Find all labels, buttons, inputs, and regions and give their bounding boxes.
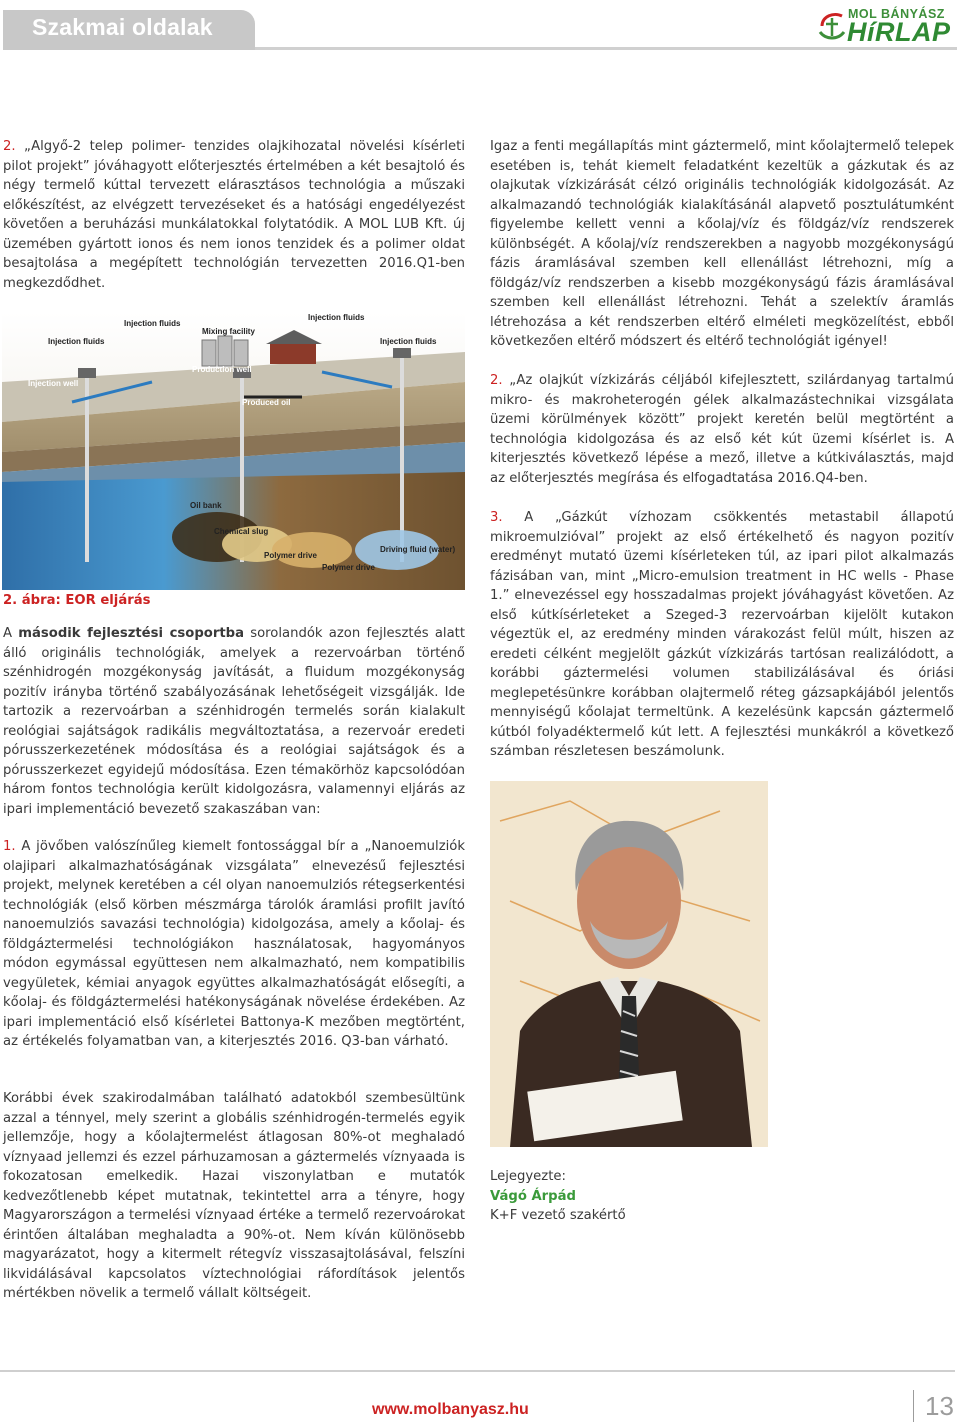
emphasis-text: második fejlesztési csoportba (18, 626, 244, 641)
signature-label: Lejegyezte: (490, 1169, 566, 1184)
author-name: Vágó Árpád (490, 1188, 576, 1204)
right-item3 (490, 508, 954, 762)
logo-top-text: MOL BÁNYÁSZ (848, 7, 945, 21)
right-para1: Igaz a fenti megállapítás mint gáztermelő, mint kőolajtermelő telepek esetében is, tehát kiemelt feladatként kezeltük a gázkutak és az olajkutak vízkizárását célzó originális technológiák kidolgozását. Az alkalmazandó technológiák kialakításánál alapvető posztulátumként figyelembe kellett venni a kőolaj/víz és földgáz/víz rendszerek különbségét. A kőolaj/víz rendszerekben a nagyobb mozgékonyságú fázis áramlásával szemben kell ellenállást létrehozni, míg a földgáz/víz rendszerben a kisebb mozgékonyságú fázis áramlásával szemben kell ellenállást létrehozni. Tehát a szelektív áramlás létrehozása a két rendszerben eltérő elméleti megközelítést, ebből következően eltérő módszert és eltérő technológiát igényel! (490, 139, 954, 349)
item-text: A „Gázkút vízhozam csökkentés metastabil állapotú mikroemulzióval” projekt az első értékelhető és nagyon pozitív eredményt mutató üzemi kísérleteken túl, az ipari pilot alkalmazás fázisában van, mint „Micro-emulsion treatment in HC wells - Phase 1.” elnevezéssel egy hosszadalmas projekt jóváhagyást követően. Az első kútkísérleteket a Szeged-3 rezervoárban kijelölt kutakon végeztük el, az eredmény minden várakozást felül múlt, hiszen az eredeti célként megjelölt gázkút vízkizárás tartósan realizálódott, a korábbi gáztermelési volumen stabilizálásával és óriási meglepetésünkre korábban olajtermelő réteg gázsapkájából jelentős mennyiségű kőolajat termeltünk. A kezelésünk kapcsán gáztermelő kútból folyadéktermelő kút lett. A fejlesztési munkákról a következő számban részletesen beszámolunk. (490, 510, 954, 759)
label-polymer-drive-1: Polymer drive (264, 551, 317, 560)
label-injection-fluids-2: Injection fluids (308, 313, 365, 322)
item-number: 2. (490, 373, 503, 388)
label-mixing-facility: Mixing facility (202, 327, 255, 336)
label-production-well: Production well (192, 365, 252, 374)
mixing-tank-1 (202, 340, 216, 366)
website-link[interactable]: www.molbanyasz.hu (372, 1401, 529, 1418)
author-photo (490, 781, 768, 1147)
barn-building (270, 342, 316, 364)
label-injection-fluids-1: Injection fluids (124, 319, 181, 328)
left-item2 (3, 137, 465, 293)
label-chemical-slug: Chemical slug (214, 527, 269, 536)
right-item2 (490, 371, 954, 488)
figure-caption: 2. ábra: EOR eljárás (3, 593, 151, 608)
logo-emblem-icon (816, 6, 848, 46)
label-injection-fluids-3: Injection fluids (48, 337, 105, 346)
publication-logo (816, 6, 956, 46)
item-text: A jövőben valószínűleg kiemelt fontossággal bír a „Nanoemulziók olajipari alkalmazhatóságának vizsgálata” elnevezésű fejlesztési projekt, melynek keretében a cél olyan nanoemulziós rétegserkentési technológiák (első körben mészmárga tárolók áramlási profilt javító nanoemulziós savazási technológia) kidolgozása, amely a kőolaj- és földgáztermelési technológiákon használatosak, hagyományos módon egymással együttesen nem alkalmazható, nem kompatibilis vegyületek, kémiai anyagok együttes alkalmazhatóságát elősegíti, a kőolaj- és földgáztermelési hatékonyságának növelése érdekében. Az ipari implementáció első kísérletei Battonya-K mezőben megtörtént, az értékelés folyamatban van, a kiterjesztés 2016. Q3-ban várható. (3, 839, 465, 1049)
author-role: K+F vezető szakértő (490, 1208, 626, 1223)
item-text: „Az olajkút vízkizárás céljából kifejlesztett, szilárdanyag tartalmú mikro- és makroheterogén gélek alkalmazástechnikai vizsgálata üzemi körülmények között” projekt keretén belül megtörtént a technológia kidolgozása és az első két kút üzemi kísérlet is. A kiterjesztés következő lépése a mező, illetve a kútkiválasztás, majd az előterjesztés megírása és elfogadtatása 2016.Q4-ben. (490, 373, 954, 486)
eor-diagram-svg (2, 312, 465, 590)
label-injection-well: Injection well (28, 379, 79, 388)
label-injection-fluids-4: Injection fluids (380, 337, 437, 346)
label-produced-oil: Produced oil (242, 398, 291, 407)
mixing-tank-3 (234, 340, 248, 366)
item-number: 3. (490, 510, 503, 525)
left-para-end: Korábbi évek szakirodalmában található adatokból szembesültünk azzal a ténnyel, mely szerint a globális szénhidrogén-termelés egyik jellemzője, hogy a kőolajtermelést átlagosan 80%-ot meghaladó víznyaad jellemzi és ezzel párhuzamosan a gáztermelés víznyaada is fokozatosan emelkedik. Hazai viszonylatban e mutatók kedvezőtlenebb képet mutatnak, tekintettel arra a tényre, hogy Magyarországon a termelési víznyaad értéke a termelő rezervoárokat érintően általában meghaladta a 90%-ot. Nem kíván különösebb magyarázatot, hogy a kitermelt rétegvíz visszasajtolásával, felszíni likvidálásával kapcsolatos víztechnológiai ráfordítások jelentős mértékben növelik a termelő vállalt költségeit. (3, 1091, 465, 1301)
author-photo-svg (490, 781, 768, 1147)
item-number: 1. (3, 839, 16, 854)
left-item1 (3, 837, 465, 1052)
logo-main-text: HíRLAP (847, 17, 951, 47)
left-para-intro: A második fejlesztési csoportba sorolandók azon fejlesztés alatt álló originális technológiák, amelyek a rezervoárban történő szénhidrogén mozgékonyság javítását, a fluidum mozgékonyság pozitív irányba történő szabályozásának lehetőségeit vizsgálják. Ide tartozik a rezervoárban a szénhidrogén termelés során kialakult reológiai sajátságok radikális megváltoztatása, a rezervoár eredeti pórusszerkezetének módosítása és a reológiai sajátságok és a pórusszerkezet egyidejű módosítása. Ezen témakörhöz kapcsolódóan három fontos technológia került kidolgozásra, valamennyi eljárás az ipari implementáció bevezető szakaszában van: (3, 626, 465, 817)
label-driving-fluid: Driving fluid (water) (380, 545, 456, 554)
label-oil-bank: Oil bank (190, 501, 222, 510)
wellhead-right (393, 348, 411, 358)
page-number: 13 (925, 1391, 954, 1421)
item-number: 2. (3, 139, 16, 154)
page-header (0, 0, 960, 52)
eor-diagram (2, 312, 465, 590)
mixing-tank-2 (218, 336, 232, 366)
footer-divider (0, 1370, 955, 1372)
label-polymer-drive-2: Polymer drive (322, 563, 375, 572)
section-title: Szakmai oldalak (32, 14, 213, 40)
page-number-divider (913, 1390, 914, 1422)
signature-block (490, 1167, 790, 1226)
wellhead-left (78, 368, 96, 378)
item-text: „Algyő-2 telep polimer- tenzides olajkihozatal növelési kísérleti pilot projekt” jóváhagyott előterjesztés értelmében a két besajtoló és négy termelő kúttal tervezett elárasztásos technológia a műszaki előkészítést, az elvégzett tervezéseket és a hatósági engedélyezést követően a beruházási munkálatokkal folytatódik. A MOL LUB Kft. új üzemében gyártott ionos és nem ionos tenzidek és a polimer oldat besajtolása a megépített technológián tervezetten 2016.Q1-ben megkezdődhet. (3, 139, 465, 291)
